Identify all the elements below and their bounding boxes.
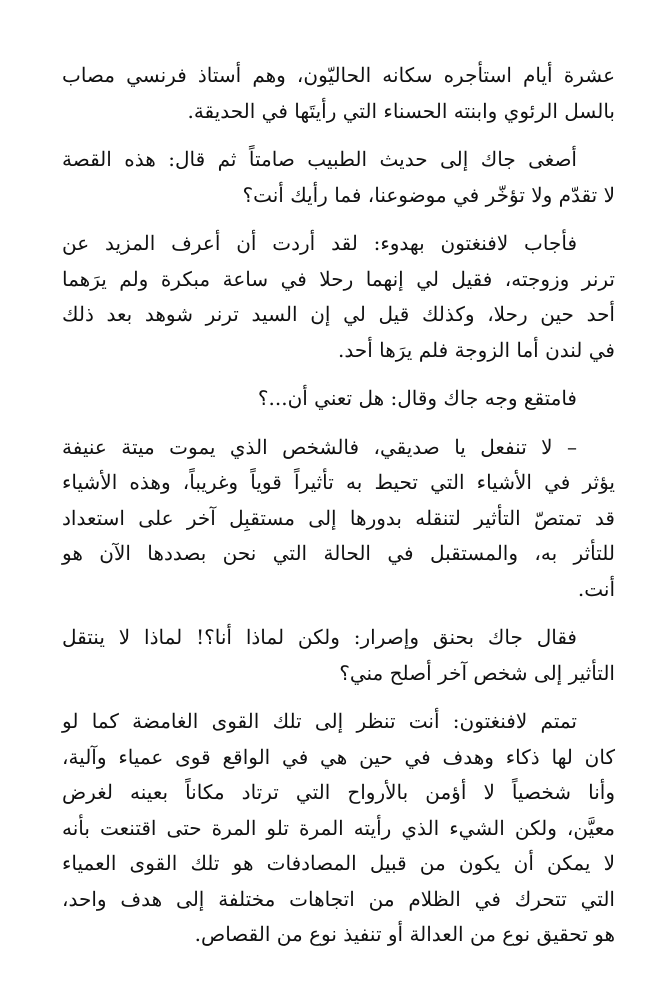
text-line: فأجاب لافنغتون بهدوء: لقد أردت أن أعرف المزيد عن bbox=[62, 231, 577, 255]
text-line: أحد حين رحلا، وكذلك قيل لي إن السيد ترنر شوهد بعد ذلك bbox=[62, 302, 615, 326]
text-line: بالسل الرئوي وابنته الحسناء التي رأيتَها في الحديقة. bbox=[187, 98, 615, 123]
text-line: قد تمتصّ التأثير لتنقله بدورها إلى مستقبِل آخر على استعداد bbox=[62, 505, 615, 530]
text-line: التأثير إلى شخص آخر أصلح مني؟ bbox=[339, 660, 615, 685]
paragraph bbox=[62, 430, 615, 608]
paragraph bbox=[62, 381, 615, 417]
paragraph bbox=[62, 142, 615, 213]
paragraph bbox=[62, 58, 615, 129]
text-line: – لا تنفعل يا صديقي، فالشخص الذي يموت ميتة عنيفة bbox=[62, 434, 577, 459]
text-line: وأنا شخصياً لا أؤمن بالأرواح التي ترتاد مكاناً بعينه لغرض bbox=[62, 780, 616, 804]
paragraph bbox=[62, 620, 615, 691]
paragraph bbox=[62, 704, 615, 953]
text-line: كان لها ذكاء وهدف في حين هي في الواقع قوى عمياء وآلية، bbox=[62, 744, 615, 769]
paragraph bbox=[62, 226, 615, 368]
text-line: لا يمكن أن يكون من قبيل المصادفات هو تلك القوى العمياء bbox=[62, 851, 615, 875]
text-line: يؤثر في الأشياء التي تحيط به تأثيراً قوياً وغريباً، وهذه الأشياء bbox=[62, 470, 615, 494]
text-line: في لندن أما الزوجة فلم يرَها أحد. bbox=[338, 337, 615, 362]
text-line: فقال جاك بحنق وإصرار: ولكن لماذا أنا؟! لماذا لا ينتقل bbox=[62, 625, 577, 649]
text-line: هو تحقيق نوع من العدالة أو تنفيذ نوع من القصاص. bbox=[194, 922, 615, 946]
text-line: أنت. bbox=[577, 576, 615, 601]
text-line: فامتقع وجه جاك وقال: هل تعني أن...؟ bbox=[257, 386, 577, 410]
text-line: التي تتحرك في الظلام من اتجاهات مختلفة إلى هدف واحد، bbox=[62, 886, 615, 911]
text-line: تمتم لافنغتون: أنت تنظر إلى تلك القوى الغامضة كما لو bbox=[62, 709, 577, 733]
text-line: عشرة أيام استأجره سكانه الحاليّون، وهم أستاذ فرنسي مصاب bbox=[62, 63, 615, 87]
text-line: ترنر وزوجته، فقيل لي إنهما رحلا في ساعة مبكرة ولم يرَهما bbox=[62, 266, 615, 291]
text-line: لا تقدّم ولا تؤخّر في موضوعنا، فما رأيك أنت؟ bbox=[242, 182, 615, 207]
text-line: أصغى جاك إلى حديث الطبيب صامتاً ثم قال: هذه القصة bbox=[62, 147, 577, 171]
book-page bbox=[62, 58, 615, 966]
text-line: للتأثر به، والمستقبل في الحالة التي نحن بصددها الآن هو bbox=[62, 541, 615, 565]
text-line: معيَّن، ولكن الشيء الذي رأيته المرة تلو المرة حتى اقتنعت بأنه bbox=[62, 815, 615, 840]
